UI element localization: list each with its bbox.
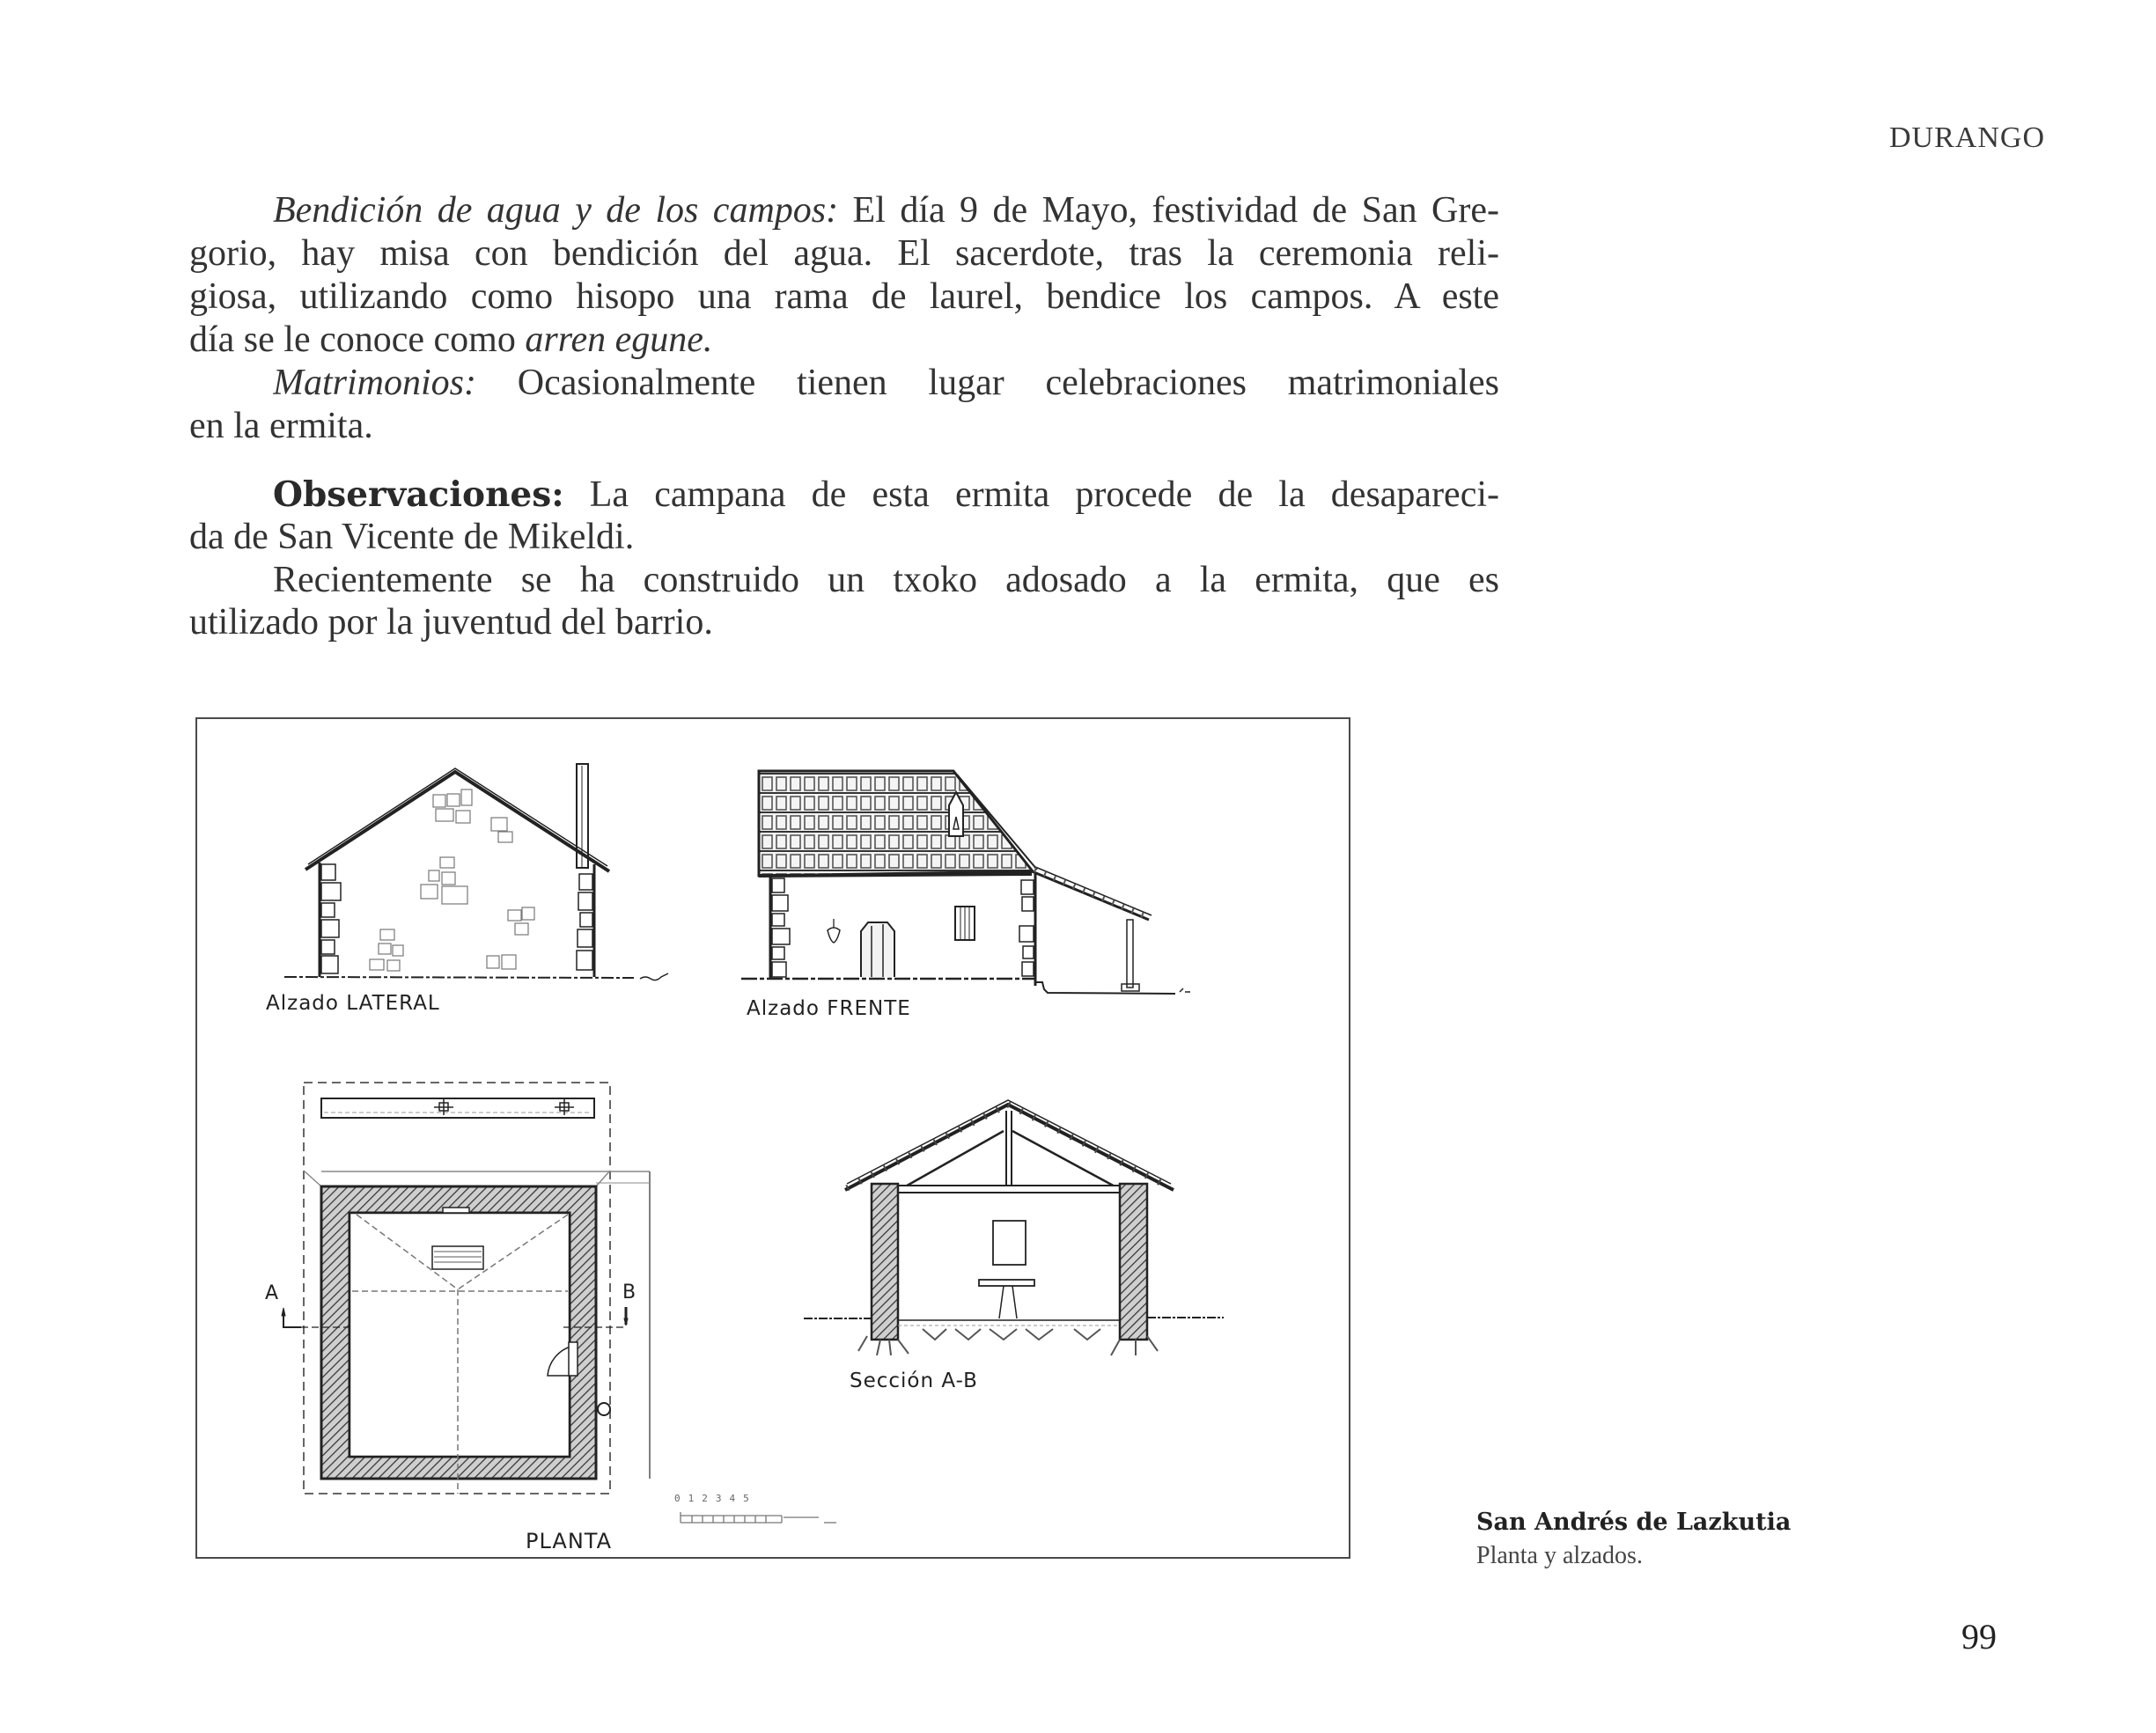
label-section-a: A — [265, 1282, 280, 1304]
paragraph-label: Matrimonios: — [273, 363, 476, 403]
text-span: día se le conoce como — [189, 319, 526, 360]
label-section-b: B — [622, 1281, 637, 1303]
alzado-frente-drawing — [741, 771, 1190, 994]
page-number: 99 — [1961, 1617, 1997, 1656]
italic-term: arren egune. — [525, 319, 713, 360]
label-alzado-frente: Alzado FRENTE — [747, 997, 911, 1020]
text-line: gorio, hay misa con bendición del agua. El sacerdote, tras la ceremonia reli- — [189, 233, 1499, 274]
seccion-drawing — [804, 1100, 1224, 1355]
scale-numbers: 012345 — [674, 1493, 757, 1504]
alzado-lateral-drawing — [284, 764, 668, 980]
text-span: La campana de esta ermita procede de la desapareci- — [563, 474, 1499, 515]
label-alzado-lateral: Alzado LATERAL — [266, 992, 440, 1015]
scale-bar — [681, 1512, 836, 1523]
text-line: en la ermita. — [189, 406, 373, 446]
text-span: Ocasionalmente tienen lugar celebraciones matrimoniales — [476, 363, 1499, 403]
paragraph-label: Bendición de agua y de los campos: — [273, 190, 839, 231]
running-head: DURANGO — [1889, 121, 2045, 154]
caption-subtitle: Planta y alzados. — [1476, 1542, 1643, 1569]
label-seccion: Sección A-B — [850, 1370, 978, 1392]
label-planta: PLANTA — [526, 1529, 612, 1553]
text-span: El día 9 de Mayo, festividad de San Gre- — [838, 190, 1499, 231]
caption-title: San Andrés de Lazkutia — [1476, 1509, 1792, 1536]
planta-drawing — [282, 1083, 650, 1494]
text-line: giosa, utilizando como hisopo una rama de laurel, bendice los campos. A este — [189, 276, 1499, 317]
paragraph-label: Observaciones: — [273, 474, 564, 515]
text-line: utilizado por la juventud del barrio. — [189, 602, 713, 643]
text-line: da de San Vicente de Mikeldi. — [189, 517, 635, 557]
text-line: Recientemente se ha construido un txoko adosado a la ermita, que es — [273, 560, 1499, 600]
